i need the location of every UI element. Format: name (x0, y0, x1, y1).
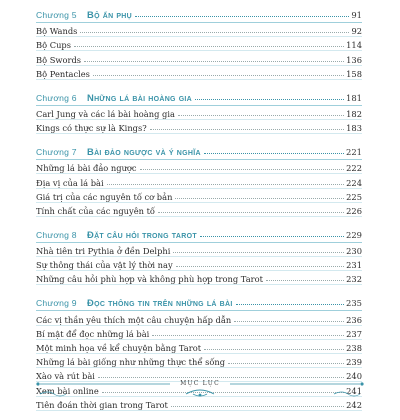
leader-dots (178, 115, 344, 116)
leader-dots (74, 46, 344, 47)
toc-entry[interactable] (36, 354, 362, 368)
leader-dots (228, 363, 344, 364)
toc-entry[interactable] (36, 311, 362, 325)
chapter-number: Chương 8 (36, 229, 77, 240)
entry-page: 158 (346, 68, 362, 79)
entry-page: 237 (346, 328, 362, 339)
entry-page: 92 (351, 26, 362, 37)
leader-dots (152, 335, 344, 336)
chapter-number: Chương 5 (36, 10, 77, 20)
chapter-section (36, 89, 362, 134)
leader-dots (234, 321, 344, 322)
entry-page: 224 (346, 177, 362, 188)
toc-entry[interactable] (36, 23, 362, 37)
entry-title: Sự thông thái của vật lý thời nay (36, 260, 173, 271)
entry-title: Bộ Cups (36, 40, 71, 51)
leader-dots (173, 252, 344, 253)
entry-page: 242 (346, 399, 362, 410)
chapter-number: Chương 9 (36, 298, 77, 309)
chapter-heading[interactable] (36, 226, 362, 240)
entry-page: 232 (346, 274, 362, 285)
chapter-heading[interactable] (36, 143, 362, 157)
entry-title: Địa vị của lá bài (36, 177, 104, 188)
leader-dots (176, 266, 345, 267)
entry-title: Tính chất của các nguyên tố (36, 205, 155, 216)
chapter-page: 221 (346, 147, 362, 158)
table-of-contents (36, 6, 362, 420)
leader-dots (204, 152, 344, 154)
page-footer (0, 376, 400, 400)
toc-entry[interactable] (36, 203, 362, 217)
entry-page: 222 (346, 163, 362, 174)
chapter-section (36, 6, 362, 80)
entry-page: 231 (346, 260, 362, 271)
entry-page: 230 (346, 246, 362, 257)
entry-title: Nhà tiên tri Pythia ở đền Delphi (36, 246, 171, 257)
entry-title: Bộ Swords (36, 54, 82, 65)
leader-dots (200, 235, 344, 237)
entry-page: 236 (346, 314, 362, 325)
entry-title: Những lá bài đảo ngược (36, 163, 137, 174)
chapter-heading[interactable] (36, 6, 362, 20)
entry-page: 136 (346, 54, 362, 65)
entry-title: Kings có thực sự là Kings? (36, 123, 147, 134)
chapter-heading[interactable] (36, 294, 362, 308)
entry-page: 240 (346, 371, 362, 382)
toc-entry[interactable] (36, 37, 362, 51)
entry-page: 114 (346, 40, 362, 51)
leader-dots (236, 303, 344, 305)
leader-dots (135, 15, 349, 17)
chapter-title: Đặt câu hỏi trong tarot (87, 228, 197, 240)
chapter-heading[interactable] (36, 89, 362, 103)
entry-title: Bộ Wands (36, 26, 78, 37)
entry-page: 239 (346, 357, 362, 368)
toc-entry[interactable] (36, 243, 362, 257)
entry-title: Xào và rút bài (36, 371, 95, 382)
toc-entry[interactable] (36, 340, 362, 354)
leader-dots (158, 212, 344, 213)
toc-entry[interactable] (36, 160, 362, 174)
entry-title: Tiên đoán thời gian trong Tarot (36, 399, 168, 410)
leader-dots (171, 406, 344, 407)
entry-title: Những câu hỏi phù hợp và không phù hợp trong Tarot (36, 274, 263, 285)
leader-dots (107, 184, 345, 185)
entry-page: 238 (346, 343, 362, 353)
entry-title: Những lá bài giống như những thực thể sống (36, 357, 226, 368)
chapter-section (36, 143, 362, 217)
entry-title: Bí mật để đọc những lá bài (36, 328, 150, 339)
leader-dots (195, 98, 344, 100)
entry-title: Xem bài online (36, 385, 99, 396)
chapter-title: Bài đảo ngược và ý nghĩa (87, 146, 201, 158)
leader-dots (84, 61, 344, 62)
leader-dots (140, 169, 345, 170)
chapter-page: 235 (346, 298, 362, 309)
toc-entry[interactable] (36, 257, 362, 271)
entry-title: Carl Jung và các lá bài hoàng gia (36, 108, 175, 119)
leader-dots (150, 129, 344, 130)
chapter-title: Bộ ấn phụ (87, 9, 133, 20)
toc-entry[interactable] (36, 106, 362, 120)
footer-label: MỤC LỤC (180, 380, 220, 387)
chapter-section (36, 226, 362, 286)
entry-page: 226 (346, 205, 362, 216)
toc-entry[interactable] (36, 326, 362, 340)
chapter-number: Chương 6 (36, 92, 77, 103)
entry-page: 183 (346, 123, 362, 134)
entry-page: 182 (346, 108, 362, 119)
chapter-page: 181 (346, 92, 362, 103)
toc-entry[interactable] (36, 66, 362, 80)
leader-dots (204, 349, 344, 350)
chapter-title: Những lá bài hoàng gia (87, 91, 193, 103)
entry-page: 225 (346, 191, 362, 202)
leader-dots (266, 280, 344, 281)
leader-dots (80, 32, 349, 33)
chapter-page: 91 (351, 10, 362, 20)
entry-page: 241 (346, 385, 362, 396)
toc-entry[interactable] (36, 120, 362, 134)
entry-title: Một minh họa về kể chuyện bằng Tarot (36, 343, 202, 353)
toc-entry[interactable] (36, 271, 362, 285)
chapter-title: Đọc thông tin trên những lá bài (87, 297, 233, 309)
toc-entry[interactable] (36, 51, 362, 65)
toc-entry[interactable] (36, 189, 362, 203)
leader-dots (175, 198, 344, 199)
chapter-page: 229 (346, 229, 362, 240)
entry-title: Giá trị của các nguyên tố cơ bản (36, 191, 173, 202)
entry-title: Các vị thần yêu thích một câu chuyện hấp dẫn (36, 314, 232, 325)
chapter-number: Chương 7 (36, 147, 77, 158)
leader-dots (93, 75, 344, 76)
toc-entry[interactable] (36, 174, 362, 188)
entry-title: Bộ Pentacles (36, 68, 90, 79)
